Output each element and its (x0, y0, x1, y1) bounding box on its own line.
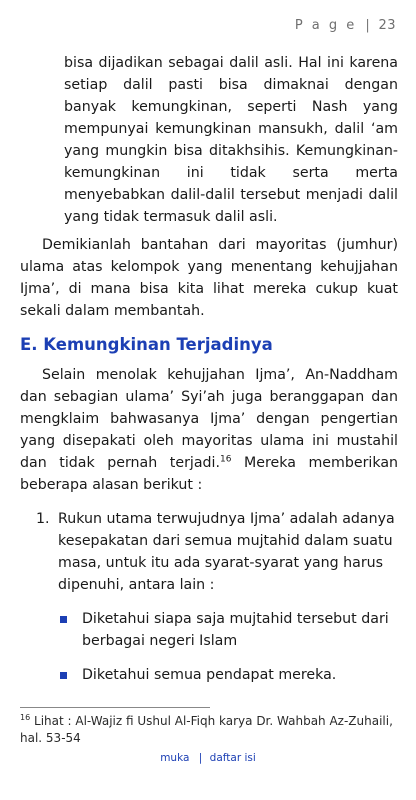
quoted-passage: bisa dijadikan sebagai dalil asli. Hal ini karena setiap dalil pasti bisa dimaknai dengan banyak kemungkinan, seperti Nash yang mempunyai kemungkinan mansukh, dalil ‘am yang mungkin bisa ditakhsihis. Kemungkinan-kemungkinan ini tidak serta merta menyebabkan dalil-dalil tersebut menjadi dalil yang tidak termasuk dalil asli. (64, 55, 398, 225)
page-separator: | (365, 18, 370, 33)
table-of-contents-link[interactable]: daftar isi (209, 752, 256, 764)
bullet-list (58, 608, 398, 686)
paragraph-text-after: Mereka memberikan beberapa alasan berikut : (20, 455, 398, 493)
numbered-list-item (20, 508, 398, 596)
bullet-item (58, 664, 398, 686)
footnote-divider (20, 707, 210, 708)
footnote (20, 713, 400, 747)
list-item-text: Rukun utama terwujudnya Ijma’ adalah adanya kesepakatan dari semua mujtahid dalam suatu masa, untuk itu ada syarat-syarat yang harus dipenuhi, antara lain : (58, 511, 395, 593)
bullet-item (58, 608, 398, 652)
page-content (20, 52, 398, 686)
square-bullet-icon (60, 672, 67, 679)
bullet-text: Diketahui semua pendapat mereka. (82, 667, 337, 683)
paragraph-naddham (20, 364, 398, 496)
footnote-reference[interactable]: 16 (220, 454, 232, 465)
bullet-text: Diketahui siapa saja mujtahid tersebut dari berbagai negeri Islam (82, 611, 389, 649)
paragraph-text-before: Selain menolak kehujjahan Ijma’, An-Naddham dan sebagian ulama’ Syi’ah juga beranggapan dan mengklaim bahwasanya Ijma’ dengan pengertian yang disepakati oleh mayoritas ulama ini mustahil dan tidak pernah terjadi. (20, 367, 398, 471)
page-header (295, 18, 396, 33)
list-number: 1. (36, 511, 50, 527)
square-bullet-icon (60, 616, 67, 623)
home-link[interactable]: muka (160, 752, 190, 764)
footnote-number: 16 (20, 713, 31, 722)
paragraph-jumhur: Demikianlah bantahan dari mayoritas (jumhur) ulama atas kelompok yang menentang kehujjahan Ijma’, di mana bisa kita lihat mereka cukup kuat sekali dalam membantah. (20, 237, 398, 319)
footnote-text: Lihat : Al-Wajiz fi Ushul Al-Fiqh karya Dr. Wahbah Az-Zuhaili, hal. 53-54 (20, 714, 393, 745)
footer-separator: | (198, 752, 203, 764)
section-heading: E. Kemungkinan Terjadinya (20, 335, 273, 354)
footer-nav (0, 752, 416, 764)
page-number: 23 (378, 18, 396, 33)
page-label: P a g e (294, 18, 357, 33)
